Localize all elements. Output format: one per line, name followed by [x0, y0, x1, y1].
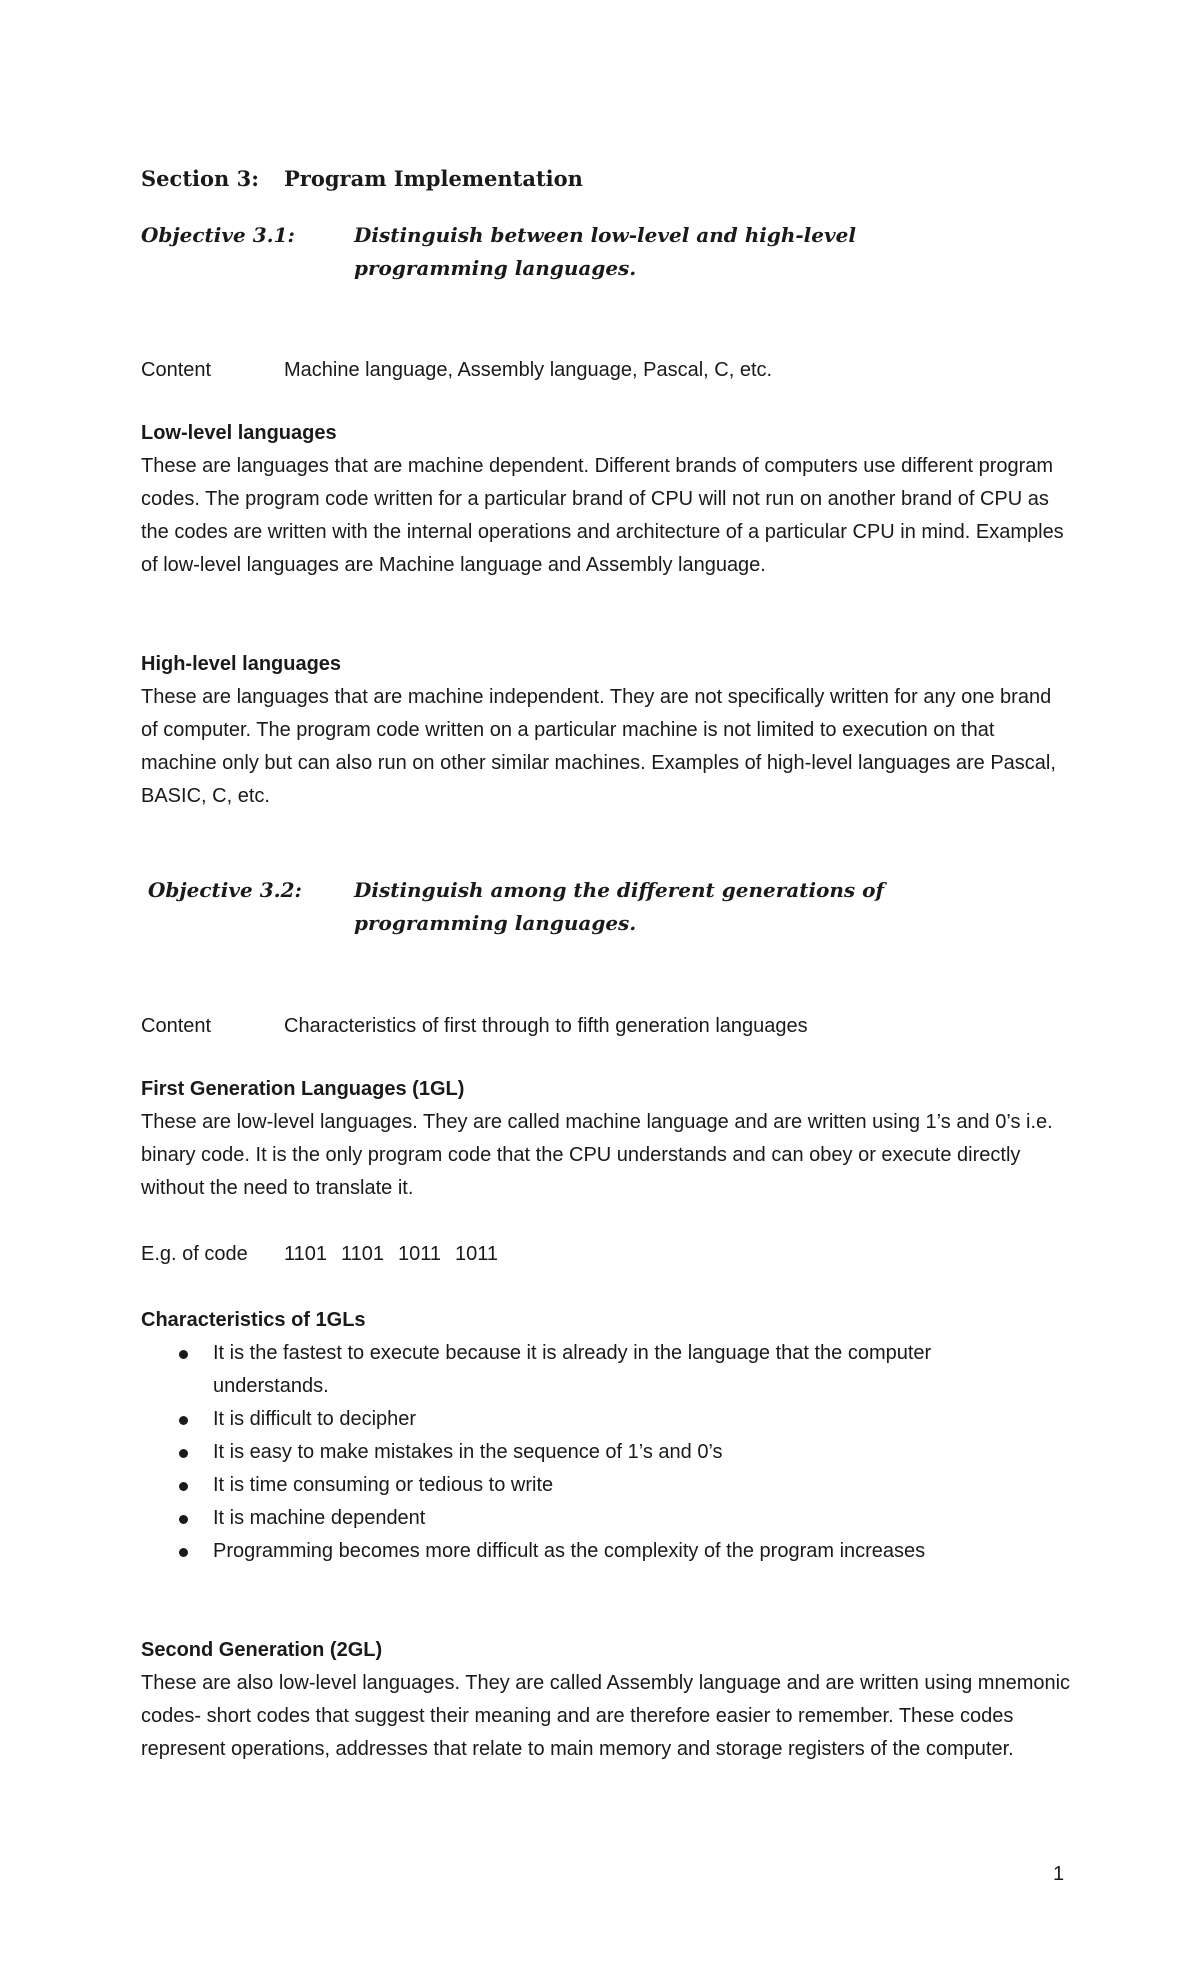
- second-gen-paragraph: These are also low-level languages. They are called Assembly language and are written using mnemonic codes- short codes that suggest their meaning and are therefore easier to remember. These codes represent operations, addresses that relate to main memory and storage registers of the computer.: [141, 1672, 1071, 1760]
- list-item: [141, 1403, 1041, 1436]
- content-text: Machine language, Assembly language, Pascal, C, etc.: [284, 359, 773, 381]
- objective-3-2-label: Objective 3.2:: [148, 878, 302, 902]
- high-level-heading: High-level languages: [141, 653, 342, 675]
- list-item-text: It is difficult to decipher: [213, 1408, 417, 1430]
- high-level-paragraph: These are languages that are machine independent. They are not specifically written for any one brand of computer. The program code written on a particular machine is not limited to execution on that machine only but can also run on other similar machines. Examples of high-level languages are Pascal, BASIC, C, etc.: [141, 686, 1056, 807]
- content-label-2: Content: [141, 1015, 212, 1037]
- list-item: [141, 1502, 1041, 1535]
- list-item-text: It is the fastest to execute because it is already in the language that the computer understands.: [213, 1342, 932, 1397]
- bullet-icon: [179, 1482, 188, 1491]
- code-example-values: [284, 1238, 498, 1271]
- section-title: Program Implementation: [284, 166, 583, 191]
- code-group: 1101: [341, 1243, 385, 1265]
- characteristics-heading: Characteristics of 1GLs: [141, 1309, 366, 1331]
- section-label: Section 3:: [141, 166, 259, 191]
- list-item-text: It is easy to make mistakes in the sequence of 1’s and 0’s: [213, 1441, 723, 1463]
- first-gen-heading: First Generation Languages (1GL): [141, 1078, 465, 1100]
- second-gen-heading: Second Generation (2GL): [141, 1639, 383, 1661]
- list-item: [141, 1535, 1041, 1568]
- bullet-icon: [179, 1416, 188, 1425]
- code-example-label: E.g. of code: [141, 1243, 248, 1265]
- code-group: 1011: [455, 1243, 499, 1265]
- low-level-heading: Low-level languages: [141, 422, 337, 444]
- code-group: 1011: [398, 1243, 442, 1265]
- low-level-paragraph: These are languages that are machine dependent. Different brands of computers use different program codes. The program code written for a particular brand of CPU will not run on another brand of CPU as the codes are written with the internal operations and architecture of a particular CPU in mind. Examples of low-level languages are Machine language and Assembly language.: [141, 455, 1064, 576]
- list-item: [141, 1469, 1041, 1502]
- list-item-text: Programming becomes more difficult as the complexity of the program increases: [213, 1540, 926, 1562]
- bullet-icon: [179, 1548, 188, 1557]
- list-item-text: It is machine dependent: [213, 1507, 426, 1529]
- characteristics-list: [141, 1337, 1041, 1568]
- first-gen-paragraph: These are low-level languages. They are called machine language and are written using 1’s and 0’s i.e. binary code. It is the only program code that the CPU understands and can obey or execute directly without the need to translate it.: [141, 1111, 1053, 1199]
- list-item-text: It is time consuming or tedious to write: [213, 1474, 554, 1496]
- list-item: [141, 1337, 1041, 1403]
- code-group: 1101: [284, 1243, 328, 1265]
- content-label: Content: [141, 359, 212, 381]
- bullet-icon: [179, 1449, 188, 1458]
- objective-3-1-label: Objective 3.1:: [141, 223, 295, 247]
- bullet-icon: [179, 1515, 188, 1524]
- objective-3-1-text: Distinguish between low-level and high-level programming languages.: [354, 223, 856, 280]
- bullet-icon: [179, 1350, 188, 1359]
- objective-3-2-text: Distinguish among the different generations of programming languages.: [354, 878, 885, 935]
- content-text-2: Characteristics of first through to fifth generation languages: [284, 1015, 808, 1037]
- list-item: [141, 1436, 1041, 1469]
- page-number: 1: [1053, 1863, 1065, 1885]
